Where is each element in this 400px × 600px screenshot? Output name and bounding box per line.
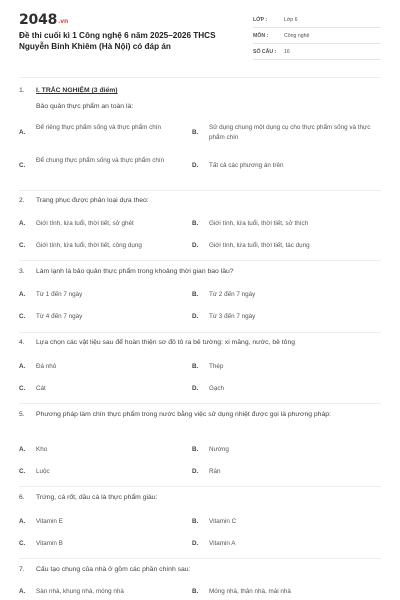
option-a[interactable]: A. Kho <box>19 446 48 453</box>
question-number: 1. <box>19 87 25 94</box>
question-divider <box>19 558 381 559</box>
option-b[interactable]: B. Vitamin C <box>192 518 237 525</box>
question-3 <box>19 267 387 277</box>
logo-domain: .vn <box>58 18 69 25</box>
option-text: Từ 2 đến 7 ngày <box>209 291 256 298</box>
option-a[interactable]: A. Từ 1 đến 7 ngày <box>19 291 83 298</box>
meta-row-count <box>253 44 380 60</box>
question-number: 2. <box>19 197 25 204</box>
option-text: Giới tính, lứa tuổi, thời tiết, sở ghét <box>36 220 134 227</box>
exam-meta-table <box>253 12 380 60</box>
option-b[interactable]: B. Móng nhà, thân nhà, mái nhà <box>192 588 291 595</box>
site-logo[interactable] <box>19 12 68 28</box>
question-text: Trang phục được phân loại dựa theo: <box>36 197 149 204</box>
option-text: Từ 1 đến 7 ngày <box>36 291 83 298</box>
option-d[interactable]: D. Tất cả các phương án trên <box>192 162 284 169</box>
question-number: 6. <box>19 494 25 501</box>
question-2 <box>19 196 387 206</box>
option-a[interactable]: A. Vitamin E <box>19 518 63 525</box>
option-c[interactable]: C. Vitamin B <box>19 540 63 547</box>
option-a[interactable]: A. Giới tính, lứa tuổi, thời tiết, sở ghét <box>19 220 134 227</box>
option-text: Luộc <box>36 468 50 475</box>
option-b[interactable]: B. Thép <box>192 363 224 370</box>
option-b[interactable]: B. Từ 2 đến 7 ngày <box>192 291 256 298</box>
question-number: 3. <box>19 268 25 275</box>
option-d[interactable]: D. Giới tính, lứa tuổi, thời tiết, tác dụng <box>192 242 310 249</box>
option-text: Sàn nhà, khung nhà, móng nhà <box>36 588 124 595</box>
meta-key: SỐ CÂU : <box>253 48 277 55</box>
meta-value: Công nghệ <box>284 32 310 39</box>
option-text: Rán <box>209 468 221 475</box>
meta-row-subject <box>253 28 380 44</box>
question-7 <box>19 565 387 575</box>
option-text: Vitamin B <box>36 540 63 547</box>
option-text: Giới tính, lứa tuổi, thời tiết, tác dụng <box>209 242 310 249</box>
question-1 <box>19 102 387 112</box>
option-text: Để riêng thực phẩm sống và thực phẩm chín <box>36 124 161 131</box>
question-text: Lựa chọn các vật liệu sau để hoàn thiện sơ đồ tô ra bê tường: xi măng, nước, bê tông <box>36 339 296 346</box>
option-text: Tất cả các phương án trên <box>209 162 284 169</box>
option-b[interactable]: B. Nướng <box>192 446 229 453</box>
meta-key: LỚP : <box>253 16 268 23</box>
option-d[interactable]: D. Vitamin A <box>192 540 236 547</box>
option-text: Vitamin C <box>209 518 237 525</box>
option-text: Thép <box>209 363 224 370</box>
question-text: Bảo quản thực phẩm an toàn là: <box>36 103 134 110</box>
option-text: Gạch <box>209 385 225 392</box>
question-6 <box>19 493 387 503</box>
question-number: 4. <box>19 339 25 346</box>
question-number: 7. <box>19 566 25 573</box>
section-title: I. TRẮC NGHIỆM (3 điểm) <box>36 87 118 94</box>
question-text: Làm lạnh là bảo quản thực phẩm trong khoảng thời gian bao lâu? <box>36 268 234 275</box>
option-b[interactable]: B. Giới tính, lứa tuổi, thời tiết, sở thích <box>192 220 309 227</box>
question-text: Cấu tạo chung của nhà ở gồm các phần chính sau: <box>36 566 191 573</box>
question-5 <box>19 410 387 420</box>
meta-row-class <box>253 12 380 28</box>
option-text: Cát <box>36 385 46 392</box>
question-text: Trứng, cá rốt, dầu cá là thực phẩm giàu: <box>36 494 158 501</box>
option-d[interactable]: D. Gạch <box>192 385 225 392</box>
question-divider <box>19 332 381 333</box>
option-text: Giới tính, lứa tuổi, thời tiết, sở thích <box>209 220 309 227</box>
option-text: Để chung thực phẩm sống và thực phẩm chín <box>36 157 165 164</box>
option-text: Sử dụng chung một dụng cụ cho thực phẩm sống và thực phẩm chín <box>209 124 371 141</box>
option-text: Từ 3 đến 7 ngày <box>209 313 256 320</box>
header-divider <box>19 77 381 78</box>
option-text: Móng nhà, thân nhà, mái nhà <box>209 588 291 595</box>
meta-value: 16 <box>284 48 290 55</box>
question-divider <box>19 403 381 404</box>
question-divider <box>19 260 381 261</box>
meta-value: Lớp 6 <box>284 16 298 23</box>
question-divider <box>19 190 381 191</box>
question-number: 5. <box>19 411 25 418</box>
option-c[interactable]: C. Cát <box>19 385 46 392</box>
option-text: Kho <box>36 446 48 453</box>
option-d[interactable]: D. Rán <box>192 468 221 475</box>
option-text: Từ 4 đến 7 ngày <box>36 313 83 320</box>
option-c[interactable]: C. Để chung thực phẩm sống và thực phẩm chín <box>19 157 165 169</box>
option-d[interactable]: D. Từ 3 đến 7 ngày <box>192 313 256 320</box>
option-text: Đá nhỏ <box>36 363 57 370</box>
option-b[interactable]: B. Sử dụng chung một dụng cụ cho thực phẩm sống và thực phẩm chín <box>192 123 382 142</box>
option-text: Nướng <box>209 446 229 453</box>
logo-main: 2048 <box>19 12 58 28</box>
option-text: Vitamin A <box>209 540 236 547</box>
meta-key: MÔN : <box>253 32 269 39</box>
exam-title: Đề thi cuối kì 1 Công nghệ 6 năm 2025–2026 THCS Nguyễn Bỉnh Khiêm (Hà Nội) có đáp án <box>19 31 216 51</box>
option-c[interactable]: C. Giới tính, lứa tuổi, thời tiết, công dụng <box>19 242 142 249</box>
question-divider <box>19 486 381 487</box>
question-4 <box>19 338 387 348</box>
option-a[interactable]: A. Sàn nhà, khung nhà, móng nhà <box>19 588 124 595</box>
page-header <box>0 0 400 76</box>
question-text: Phương pháp làm chín thực phẩm trong nước bằng việc sử dụng nhiệt được gọi là phương pháp: <box>36 411 331 418</box>
option-a[interactable]: A. Để riêng thực phẩm sống và thực phẩm chín <box>19 124 161 136</box>
option-a[interactable]: A. Đá nhỏ <box>19 363 57 370</box>
option-text: Giới tính, lứa tuổi, thời tiết, công dụng <box>36 242 142 249</box>
option-c[interactable]: C. Từ 4 đến 7 ngày <box>19 313 83 320</box>
section-heading <box>19 86 387 96</box>
option-c[interactable]: C. Luộc <box>19 468 50 475</box>
option-text: Vitamin E <box>36 518 63 525</box>
